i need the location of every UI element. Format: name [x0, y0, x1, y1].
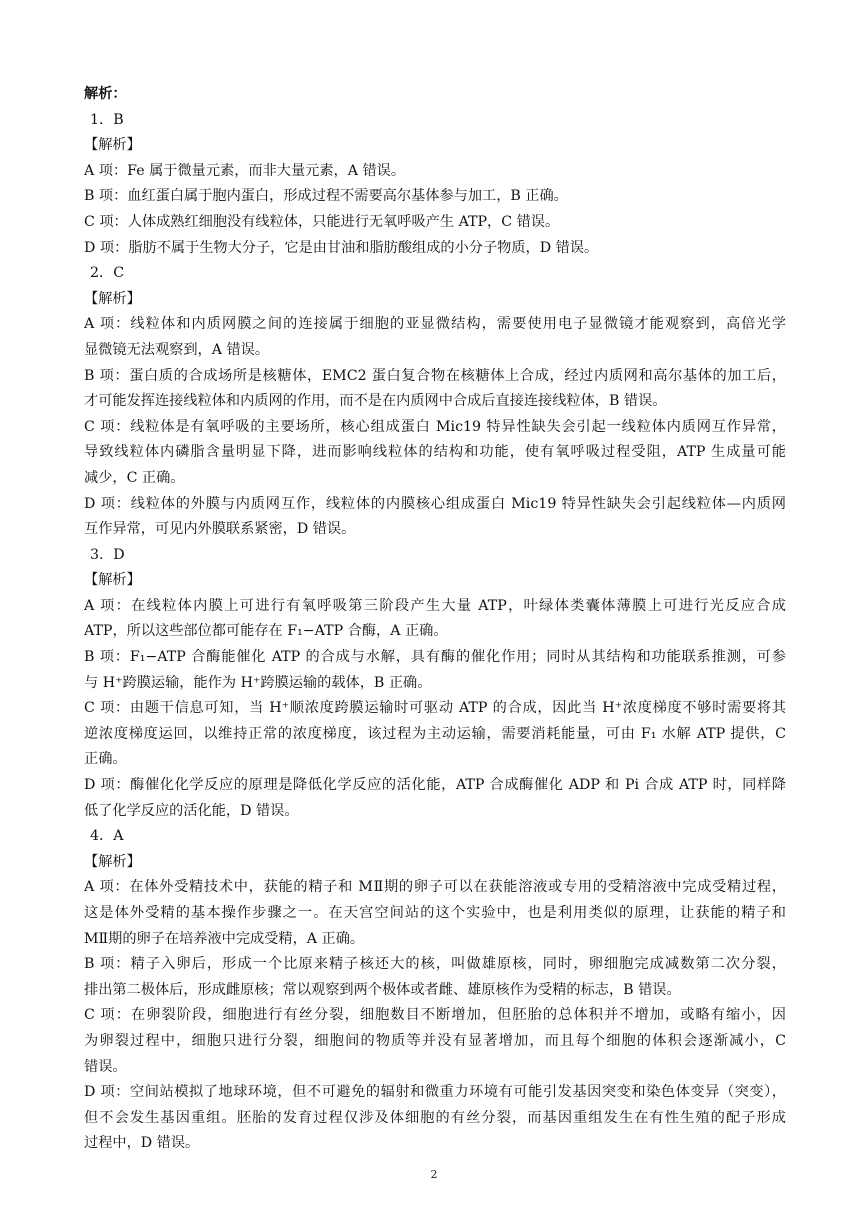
option-analysis [84, 1003, 786, 1080]
text-line: 低了化学反应的活化能，D 错误。 [84, 802, 299, 819]
text-line: 但不会发生基因重组。胚胎的发育过程仅涉及体细胞的有丝分裂，而基因重组发生在有性生殖的配子形成 [84, 1109, 786, 1126]
text-line: 才可能发挥连接线粒体和内质网的作用，而不是在内质网中合成后直接连接线粒体，B 错误。 [84, 393, 667, 410]
text-line: 与 H⁺跨膜运输，能作为 H⁺跨膜运输的载体，B 正确。 [84, 674, 432, 691]
option-analysis [84, 645, 786, 696]
option-analysis [84, 364, 786, 415]
option-analysis [84, 312, 786, 363]
text-line: D 项：脂肪不属于生物大分子，它是由甘油和脂肪酸组成的小分子物质，D 错误。 [84, 239, 599, 256]
text-line: 显微镜无法观察到，A 错误。 [84, 341, 270, 358]
analysis-tag: 【解析】 [84, 853, 141, 870]
question-block [84, 108, 786, 262]
answer-content [84, 82, 786, 1157]
option-analysis [84, 773, 786, 824]
question-block [84, 261, 786, 543]
text-line: 导致线粒体内磷脂含量明显下降，进而影响线粒体的结构和功能，使有氧呼吸过程受阻，ATP 生成量可能 [84, 444, 786, 461]
option-analysis [84, 952, 786, 1003]
question-list [84, 108, 786, 1157]
option-analysis [84, 210, 786, 236]
text-line: 这是体外受精的基本操作步骤之一。在天宫空间站的这个实验中，也是利用类似的原理，让获能的精子和 [84, 905, 786, 921]
text-line: 过程中，D 错误。 [84, 1135, 200, 1152]
text-line: B 项：蛋白质的合成场所是核糖体，EMC2 蛋白复合物在核糖体上合成，经过内质网和高尔基体的加工后， [84, 367, 786, 384]
text-line: 逆浓度梯度运回，以维持正常的浓度梯度，该过程为主动运输，需要消耗能量，可由 F₁ 水解 ATP 提供，C [84, 725, 786, 742]
text-line: ATP，所以这些部位都可能存在 F₁−ATP 合酶，A 正确。 [84, 623, 448, 640]
option-analysis [84, 696, 786, 773]
text-line: A 项：在线粒体内膜上可进行有氧呼吸第三阶段产生大量 ATP，叶绿体类囊体薄膜上可进行光反应合成 [84, 597, 786, 614]
question-number: 2．C [90, 265, 125, 282]
text-line: D 项：酶催化化学反应的原理是降低化学反应的活化能，ATP 合成酶催化 ADP 和 Pi 合成 ATP 时，同样降 [84, 777, 786, 794]
section-title: 解析： [84, 86, 127, 102]
analysis-tag: 【解析】 [84, 290, 141, 307]
question-block [84, 824, 786, 1157]
option-analysis [84, 236, 786, 262]
text-line: 减少，C 正确。 [84, 469, 185, 486]
option-analysis [84, 184, 786, 210]
text-line: C 项：线粒体是有氧呼吸的主要场所，核心组成蛋白 Mic19 特异性缺失会引起一线粒体内质网互作异常， [84, 418, 786, 435]
text-line: 排出第二极体后，形成雌原核；常以观察到两个极体或者雌、雄原核作为受精的标志，B 错误。 [84, 981, 681, 998]
text-line: C 项：人体成熟红细胞没有线粒体，只能进行无氧呼吸产生 ATP，C 错误。 [84, 213, 560, 230]
text-line: MⅡ期的卵子在培养液中完成受精，A 正确。 [84, 930, 365, 947]
text-line: A 项：线粒体和内质网膜之间的连接属于细胞的亚显微结构，需要使用电子显微镜才能观察到，高倍光学 [84, 316, 786, 333]
text-line: B 项：精子入卵后，形成一个比原来精子核还大的核，叫做雄原核，同时，卵细胞完成减数第二次分裂， [84, 956, 786, 973]
text-line: C 项：由题干信息可知，当 H⁺顺浓度跨膜运输时可驱动 ATP 的合成，因此当 H⁺浓度梯度不够时需要将其 [84, 700, 786, 717]
question-number: 4．A [90, 828, 124, 845]
text-line: 为卵裂过程中，细胞只进行分裂，细胞间的物质等并没有显著增加，而且每个细胞的体积会逐渐减小，C [84, 1032, 786, 1049]
text-line: B 项：F₁−ATP 合酶能催化 ATP 的合成与水解，具有酶的催化作用；同时从其结构和功能联系推测，可参 [84, 649, 786, 666]
option-analysis [84, 159, 786, 185]
question-number: 3．D [90, 546, 125, 563]
text-line: 正确。 [84, 751, 127, 768]
option-analysis [84, 415, 786, 492]
analysis-tag: 【解析】 [84, 137, 141, 154]
text-line: D 项：空间站模拟了地球环境，但不可避免的辐射和微重力环境有可能引发基因突变和染色体变异（突变）， [84, 1084, 786, 1101]
option-analysis [84, 875, 786, 952]
text-line: D 项：线粒体的外膜与内质网互作，线粒体的内膜核心组成蛋白 Mic19 特异性缺失会引起线粒体—内质网 [84, 495, 786, 512]
option-analysis [84, 492, 786, 543]
text-line: 错误。 [84, 1058, 127, 1075]
question-number: 1．B [90, 111, 124, 128]
option-analysis [84, 594, 786, 645]
text-line: 互作异常，可见内外膜联系紧密，D 错误。 [84, 521, 356, 538]
page-number: 2 [430, 1168, 438, 1181]
text-line: A 项：在体外受精技术中，获能的精子和 MⅡ期的卵子可以在获能溶液或专用的受精溶液中完成受精过程， [84, 879, 786, 896]
text-line: B 项：血红蛋白属于胞内蛋白，形成过程不需要高尔基体参与加工，B 正确。 [84, 188, 568, 205]
question-block [84, 543, 786, 825]
analysis-tag: 【解析】 [84, 572, 141, 589]
text-line: C 项：在卵裂阶段，细胞进行有丝分裂，细胞数目不断增加，但胚胎的总体积并不增加，或略有缩小，因 [84, 1007, 786, 1024]
option-analysis [84, 1080, 786, 1157]
text-line: A 项：Fe 属于微量元素，而非大量元素，A 错误。 [84, 162, 406, 179]
